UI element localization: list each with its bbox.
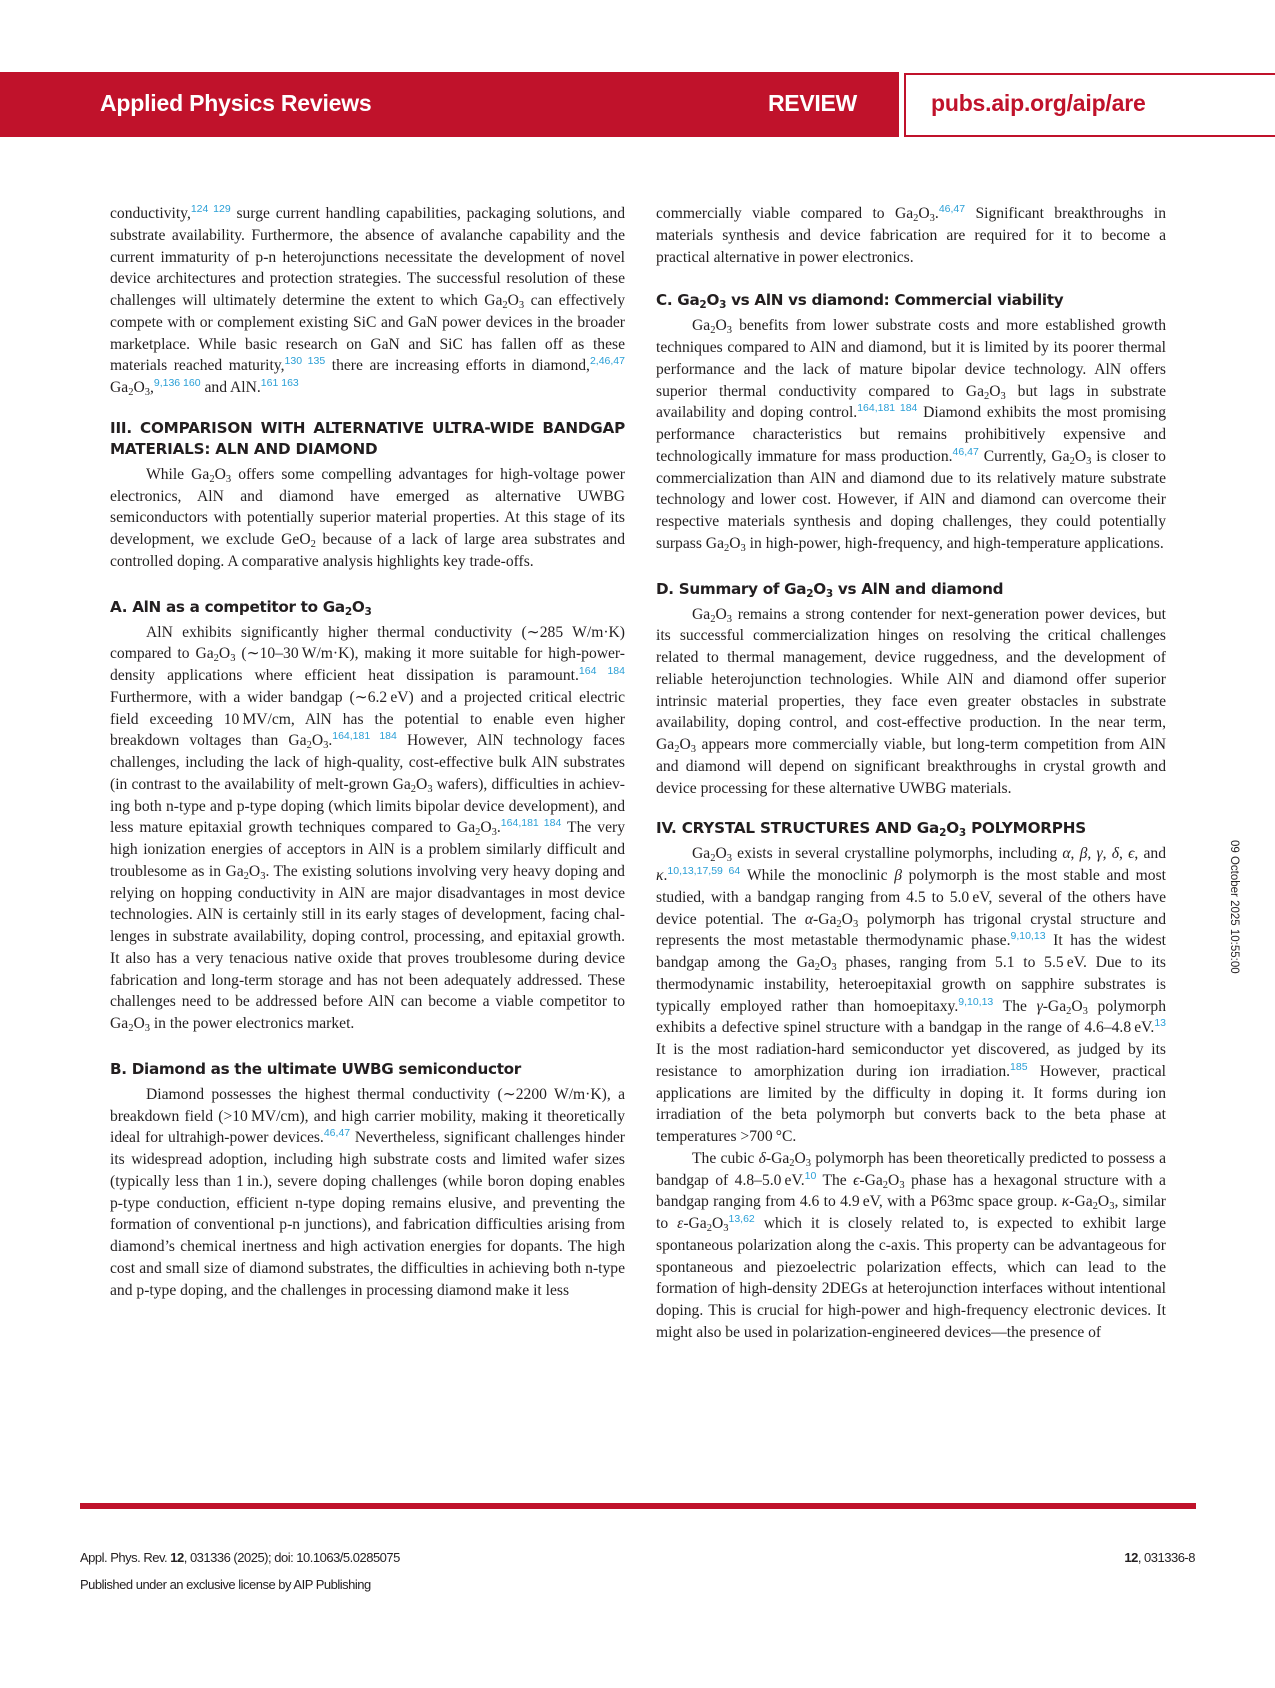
page-suffix: , 031336-8 [1137,1550,1195,1565]
text-run: O [416,775,428,793]
page-volume: 12 [1124,1550,1138,1565]
citation-reference-link[interactable]: 164,181 184 [857,402,918,415]
subscript: 2 [1092,1201,1098,1213]
text-run: C. Ga [656,291,700,310]
text-run: , [1087,845,1097,863]
subscript: 2 [710,325,716,337]
section-heading [656,818,1166,839]
text-run: but lags in substrate availability and doping control. [656,382,1166,422]
footer-divider [80,1503,1196,1509]
text-run: , [1070,845,1080,863]
subscript: 2 [410,783,417,795]
subscript: 3 [740,542,746,554]
text-run: O [715,317,727,335]
right-text-column [656,203,1166,1344]
text-run: O [351,597,365,616]
text-run: phases, ranging from 5.1 to 5.5 eV. Due to its thermodynamic instability, heteroepitaxial growth on sapphire substrates is typically employed rather than homoepitaxy. [656,954,1166,1015]
text-run: wafers), difficulties in achieving both n-type and p-type doping (which limits bipolar device development), and less mature epitaxial growth techniques compared to Ga [110,775,625,837]
citation-reference-link[interactable]: 164,181 184 [332,730,397,743]
text-run: . [663,867,668,884]
text-run: Currently, Ga [978,447,1070,465]
citation-reference-link[interactable]: 46,47 [323,1127,351,1140]
citation-volume: 12 [170,1550,184,1565]
text-run: IV. CRYSTAL STRUCTURES AND Ga [656,819,940,838]
text-run: (∼10–30 W/m·K), making it more suitable for high-power-density applications where efficient heat dissipation is paramount. [110,645,626,684]
subscript: 3 [1109,1201,1115,1213]
body-paragraph [110,622,625,1035]
text-run: surge current handling capabilities, packaging solutions, and substrate availability. Furthermore, the absence of avalanche capability and the current immaturity of p-n heterojunctions necessitate the development of novel device architectures and protection strategies. The successful resolution of these challenges will ultimately determine the extent to which Ga [110,205,625,309]
citation-prefix: Appl. Phys. Rev. [80,1550,171,1565]
text-run: Ga [692,845,711,863]
text-run: in high-power, high-frequency, and high-temperature applications. [745,534,1164,552]
text-run: benefits from lower substrate costs and more established growth techniques compared to AlN and diamond, but it is limited by its poorer thermal performance and the lack of mature bipolar device technology. AlN offers superior thermal conductivity compared to Ga [656,317,1166,400]
text-run: O [820,954,832,971]
text-run: remains a strong contender for next-generation power devices, but its successful commercialization hinges on resolving the critical challenges related to thermal management, device ruggedness, and the development of reliable heterojunction technologies. While AlN and diamond offer superior intrinsic material properties, they face even greater obstacles in substrate availability, doping control, and cost-effective production. In the near term, Ga [656,605,1166,753]
greek-symbol: κ [1061,1193,1070,1211]
text-run: A. AlN as a competitor to Ga [110,597,345,616]
text-run: -Ga [765,1149,790,1167]
citation-reference-link[interactable]: 9,136 160 [153,377,201,389]
text-run: O [1074,447,1087,465]
greek-symbol: α [804,910,814,928]
greek-symbol: β [1079,845,1088,863]
citation-reference-link[interactable]: 9,10,13 [1010,930,1046,943]
text-run: -Ga [1069,1193,1093,1211]
text-run: Ga [110,379,129,396]
text-run: conductivity, [110,205,191,222]
text-run: polymorph is the most stable and most studied, with a bandgap ranging from 4.5 to 5.0 eV, several of the others have device potential. The [656,867,1167,928]
subscript: 2 [806,587,814,600]
text-run: . [934,205,939,222]
subscript: 2 [475,827,481,839]
body-paragraph [110,464,625,573]
text-run: -Ga [683,1215,707,1232]
greek-symbol: ϵ [1128,845,1135,863]
journal-url-link[interactable]: pubs.aip.org/aip/are [931,90,1146,116]
text-run: vs AlN and diamond [832,579,1004,598]
citation-reference-link[interactable]: 10 [804,1169,817,1182]
text-run: exists in several crystalline polymorphs, including [731,845,1063,863]
subscript: 3 [364,605,372,618]
text-run: The very high ionization energies of acceptors in AlN is a problem similarly difficult and troublesome as in Ga [110,819,626,880]
text-run: O [888,1171,900,1189]
greek-symbol: γ [1096,845,1103,863]
text-run: O [813,579,826,598]
subscript: 3 [491,827,497,839]
text-run: B. Diamond as the ultimate UWBG semiconductor [110,1059,521,1078]
text-run: The cubic [692,1149,759,1167]
subscript: 3 [805,1157,812,1169]
text-run: Diamond exhibits the most promising performance characteristics but remains prohibitively expensive and technologically immature for mass production. [656,404,1166,465]
download-timestamp: 09 October 2025 10:55:00 [1228,840,1240,974]
page-number [1124,1550,1195,1565]
text-run: O [248,862,261,880]
subscript: 2 [213,653,219,665]
subscript: 3 [1000,390,1006,402]
journal-title: Applied Physics Reviews [100,90,372,116]
text-run: -Ga [813,910,837,928]
subscript: 3 [899,1179,905,1191]
text-run: O [218,645,231,663]
text-run: O [706,291,720,310]
subscript: 2 [882,1179,889,1191]
citation-reference-link[interactable]: 130 135 [284,355,326,368]
text-run: POLYMORPHS [966,819,1086,838]
body-paragraph [110,203,625,399]
subscript: 2 [1066,1005,1072,1017]
text-run: polymorph has been theoretically predicted to possess a bandgap of 4.8–5.0 eV. [656,1149,1166,1189]
body-paragraph [656,203,1166,268]
text-run: III. COMPARISON WITH ALTERNATIVE ULTRA-WIDE BANDGAP MATERIALS: ALN AND DIAMOND [110,418,625,458]
citation-reference-link[interactable]: 2,46,47 [589,355,625,368]
text-run: While the monoclinic [740,867,895,884]
citation-reference-link[interactable]: 46,47 [938,203,966,215]
text-run: O [679,736,691,753]
text-run: O [715,845,727,863]
text-run: However, AlN technology faces challenges, including the lack of high-quality, cost-effective bulk AlN substrates (in contrast to the availability of melt-grown Ga [110,732,625,793]
text-run: in the power electronics market. [149,1015,355,1032]
text-run: However, practical applications are limited by the difficulty in doping it. It forms during ion irradiation of the beta polymorph but converts back to the beta phase at temperatures >700 °C. [656,1062,1166,1145]
text-run: because of a lack of large area substrates and controlled doping. A comparative analysis highlights key trade-offs. [110,531,625,570]
text-run: It is the most radiation-hard semiconductor yet discovered, as judged by its resistance to amorphization during ion irradiation. [656,1041,1166,1080]
subsection-heading [656,290,1166,311]
subscript: 2 [939,827,947,840]
subscript: 2 [128,1023,134,1034]
subscript: 2 [502,300,508,311]
subscript: 2 [1069,455,1075,467]
text-run: -Ga [859,1171,883,1189]
citation-reference-link[interactable]: 13 [1154,1017,1166,1030]
subscript: 3 [260,870,266,882]
text-run: Ga [692,605,711,623]
text-run: , [1119,845,1129,863]
citation-reference-link[interactable]: 46,47 [952,445,979,458]
text-run: , [149,379,154,396]
subscript: 3 [726,325,732,337]
subscript: 3 [726,613,732,625]
text-run: While Ga [146,465,210,483]
subscript: 3 [225,473,232,485]
text-run: phase has a hexagonal structure with a bandgap ranging from 4.6 to 4.9 eV, with a P63mc space group. [656,1171,1166,1211]
greek-symbol: β [894,867,902,884]
text-run: . [328,732,333,750]
greek-symbol: δ [758,1149,766,1167]
subscript: 3 [1086,455,1092,467]
left-text-column [110,203,625,1301]
subscript: 2 [913,213,919,224]
text-run: , similar to [656,1193,1166,1232]
text-run: Ga [692,317,711,335]
text-run: . The existing solutions involving very heavy doping and relying on hopping conductivity in AlN are major disadvantages in most device technologies. AlN is certainly still in its early stages of development, facing challenges in substrate availability, doping control, processing, and epitaxial growth. It also has a very tenacious native oxide that proves troublesome during device fabrication and long-term storage and has not been adequately addressed. These challenges need to be addressed before AlN can become a viable competitor to Ga [110,862,625,1032]
text-run: which it is closely related to, is expected to exhibit large spontaneous polarization along the c-axis. This property can be advantageous for spontaneous and piezoelectric polarization effects, which can lead to the formation of high-density 2DEGs at heterojunction interfaces without intentional doping. This is crucial for high-power and high-frequency electronic devices. It might also be used in polarization-engineered devices—the presence of [656,1215,1167,1341]
subscript: 2 [814,962,821,973]
citation-reference-link[interactable]: 9,10,13 [958,995,994,1008]
subscript: 2 [128,387,134,398]
greek-symbol: α [1062,845,1071,863]
text-run: O [946,819,959,838]
text-run: O [711,1215,724,1232]
text-run: vs AlN vs diamond: Commercial viability [726,291,1064,310]
citation-line [80,1550,400,1565]
greek-symbol: ε [677,1215,684,1232]
text-run: O [133,1015,145,1032]
text-run: AlN exhibits significantly higher thermal conductivity (∼285 W/m·K) compared to Ga [110,623,625,663]
text-run: O [507,292,519,309]
text-run: can effectively compete with or complement existing SiC and GaN power devices in the broader marketplace. While basic research on GaN and SiC has fallen off as these materials reached maturity, [110,292,625,375]
citation-reference-link[interactable]: 124 129 [190,203,231,215]
text-run: O [1097,1193,1110,1211]
citation-reference-link[interactable]: 164,181 184 [500,817,562,830]
text-run: polymorph exhibits a defective spinel structure with a bandgap in the range of 4.6–4.8 eV. [656,997,1166,1037]
text-run: offers some compelling advantages for high-voltage power electronics, AlN and diamond have emerged as alternative UWBG semiconductors with potentially superior material properties. At this stage of its development, we exclude GeO [110,465,625,548]
subscript: 2 [706,1223,712,1234]
subsection-heading [110,1059,625,1080]
subscript: 2 [344,605,352,618]
body-paragraph [656,843,1166,1148]
text-run: O [480,819,492,837]
subscript: 2 [710,853,716,865]
body-paragraph [656,315,1166,554]
text-run: . [496,819,501,837]
subscript: 3 [958,827,967,840]
article-type-label: REVIEW [768,90,857,116]
text-run: and AlN. [200,379,261,396]
citation-reference-link[interactable]: 10,13,17,59 64 [667,865,741,877]
text-run: O [989,382,1001,400]
text-run: Nevertheless, significant challenges hinder its widespread adoption, including high substrate costs and limited wafer sizes (typically less than 1 in.), severe doping challenges (while boron doping enables p-type conduction, efficient n-type doping remains elusive, and preventing the formation of conventional p-n junctions), and fabrication difficulties arising from diamond’s chemical inertness and high activation energies for dopants. The high cost and small size of diamond substrates, the difficulties in achieving both n-type and p-type doping, and the challenges in processing diamond make it less [110,1129,625,1299]
subscript: 2 [699,299,707,312]
subsection-heading [110,597,625,618]
subscript: 3 [852,918,859,930]
subscript: 3 [690,744,696,755]
subscript: 2 [310,539,316,550]
text-run: Diamond possesses the highest thermal conductivity (∼2200 W/m·K), a breakdown field (>10 MV/cm), and high carrier mobility, making it theoretically ideal for ultrahigh-power devices. [110,1085,625,1147]
subsection-heading [656,579,1166,600]
subscript: 3 [929,213,935,224]
text-run: , and [1134,845,1167,863]
text-run: O [918,205,930,222]
subscript: 2 [306,740,312,752]
text-run: O [311,732,324,750]
text-run: is closer to commercialization than AlN and diamond due to its relatively mature substrate technology and lower cost. However, if AlN and diamond can overcome their respective materials synthesis and doping challenges, they could potentially surpass Ga [656,447,1166,552]
body-paragraph [656,1148,1166,1344]
greek-symbol: δ [1111,845,1120,863]
subscript: 3 [323,740,329,752]
subscript: 2 [710,613,716,625]
body-paragraph [110,1084,625,1302]
subscript: 3 [723,1223,729,1234]
text-run: O [133,379,145,396]
subscript: 3 [825,587,833,600]
subscript: 3 [831,962,837,973]
citation-reference-link[interactable]: 161 163 [260,377,299,389]
text-run: polymorph has trigonal crystal structure and represents the most metastable thermodynamic phase. [656,910,1166,950]
text-run: there are increasing efforts in diamond, [325,357,590,375]
subscript: 2 [674,744,680,755]
subscript: 2 [209,473,215,485]
subscript: 2 [243,870,249,882]
text-run: Furthermore, with a wider bandgap (∼6.2 eV) and a projected critical electric field exceeding 10 MV/cm, AlN has the potential to enable even higher breakdown voltages than Ga [110,688,625,750]
greek-symbol: ϵ [853,1171,860,1189]
text-run: O [1071,997,1083,1015]
subscript: 2 [789,1157,795,1169]
text-run: D. Summary of Ga [656,579,807,598]
subscript: 3 [719,299,727,312]
text-run: It has the widest bandgap among the Ga [656,932,1166,971]
license-notice: Published under an exclusive license by AIP Publishing [80,1577,371,1592]
text-run: O [841,910,853,928]
body-paragraph [656,604,1166,800]
greek-symbol: γ [1036,997,1043,1015]
section-heading [110,418,625,460]
greek-symbol: κ [656,867,664,884]
text-run: O [794,1149,806,1167]
citation-suffix[interactable]: , 031336 (2025); doi: 10.1063/5.0285075 [183,1550,400,1565]
subscript: 3 [1082,1005,1088,1017]
text-run: O [715,605,727,623]
subscript: 2 [984,390,990,402]
subscript: 3 [230,653,236,665]
subscript: 2 [836,918,842,930]
subscript: 3 [144,387,150,398]
citation-reference-link[interactable]: 13,62 [728,1213,755,1225]
citation-reference-link[interactable]: 164 184 [578,665,625,677]
subscript: 3 [726,853,732,865]
text-run: Significant breakthroughs in materials synthesis and device fabrication are required for it to become a practical alternative in power electronics. [656,205,1166,266]
text-run: , [1102,845,1112,863]
text-run: appears more commercially viable, but long-term competition from AlN and diamond will depend on significant breakthroughs in crystal growth and device processing for these alternative UWBG materials. [656,736,1166,797]
subscript: 2 [724,542,730,554]
subscript: 3 [518,300,525,311]
text-run: commercially viable compared to Ga [656,205,914,222]
text-run: O [729,534,741,552]
text-run: The [816,1171,854,1189]
text-run: -Ga [1042,997,1067,1015]
text-run: The [993,997,1037,1015]
citation-reference-link[interactable]: 185 [1010,1060,1028,1073]
subscript: 3 [427,783,433,795]
text-run: O [214,465,226,483]
subscript: 3 [144,1023,150,1034]
